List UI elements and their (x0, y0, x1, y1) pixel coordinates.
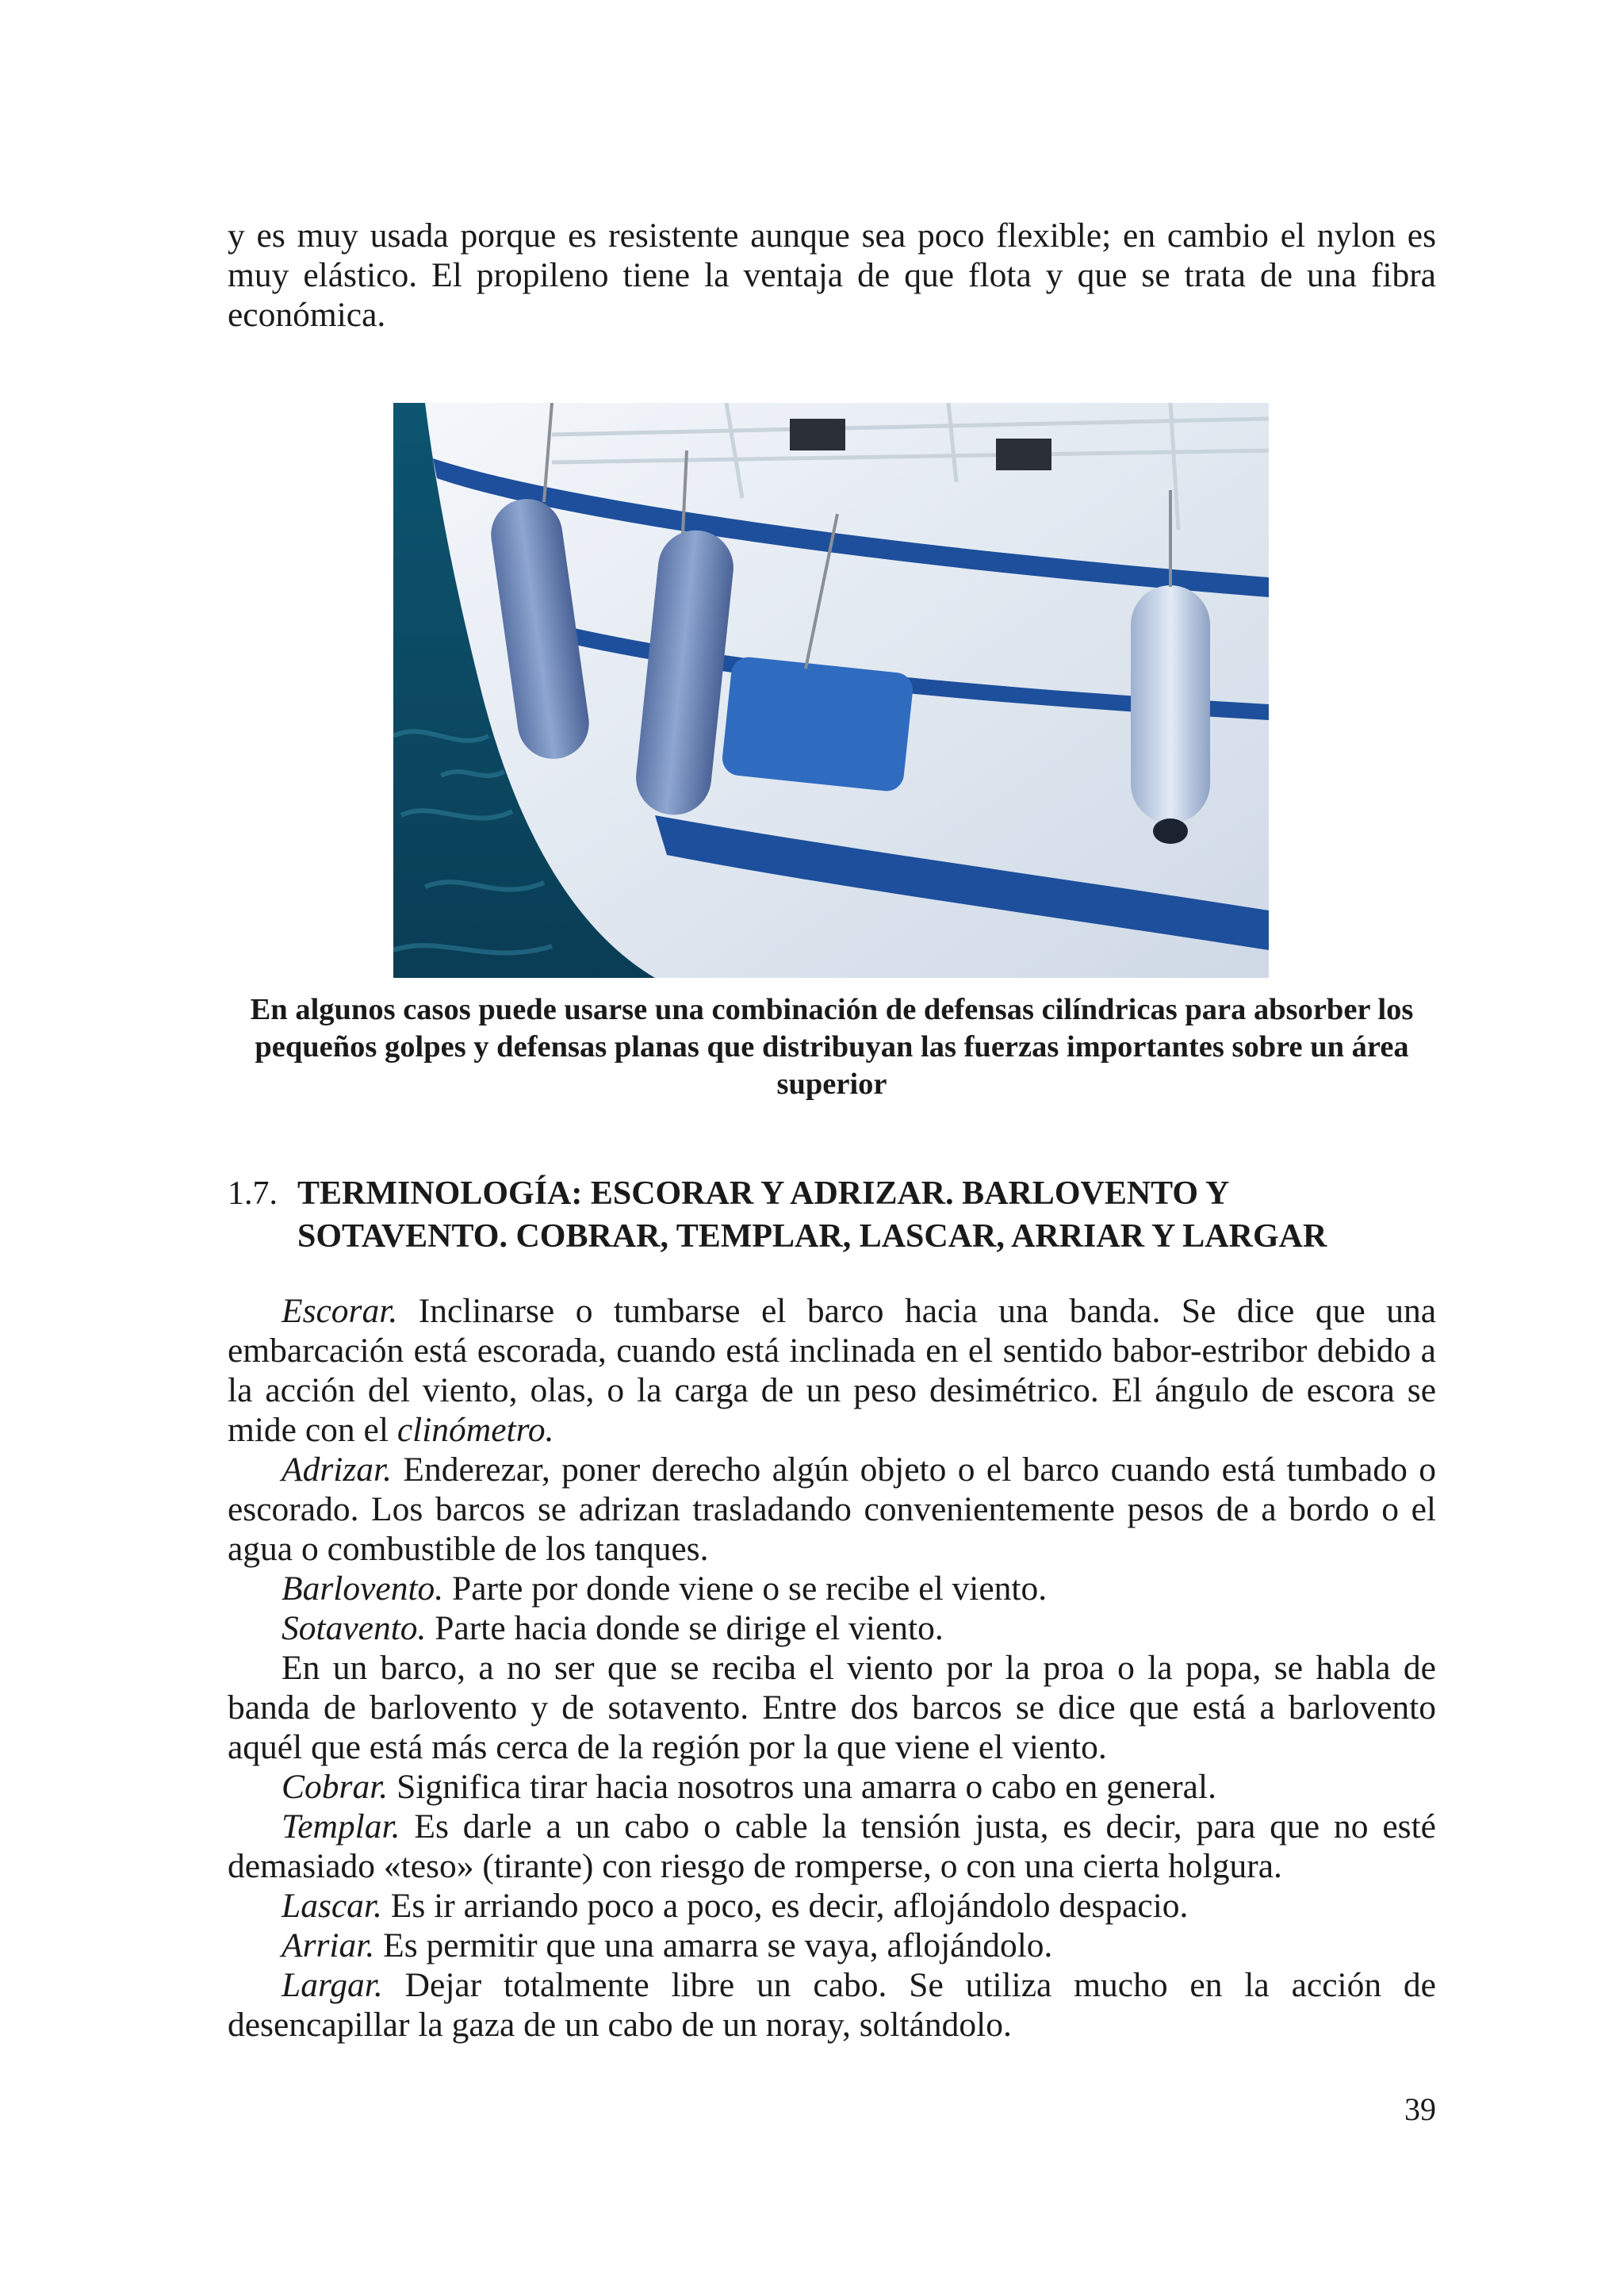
section-title: TERMINOLOGÍA: ESCORAR Y ADRIZAR. BARLOVENTO Y SOTAVENTO. COBRAR, TEMPLAR, LASCAR, ARRIAR Y LARGAR (297, 1175, 1327, 1255)
section-heading (228, 1172, 1465, 1258)
definition-paragraph (228, 1569, 1436, 1608)
definition-paragraph (228, 1926, 1436, 1965)
definition-paragraph (228, 1965, 1436, 2045)
definition-paragraph (228, 1886, 1436, 1926)
definition-term: Barlovento. (282, 1570, 444, 1608)
definition-text: Es ir arriando poco a poco, es decir, aflojándolo despacio. (381, 1887, 1189, 1925)
definition-term: Lascar. (282, 1887, 382, 1925)
definition-term: Arriar. (282, 1926, 375, 1964)
definition-text: Es darle a un cabo o cable la tensión justa, es decir, para que no esté demasiado «teso» (tirante) con riesgo de romperse, o con una cierta holgura. (228, 1807, 1436, 1885)
boat-fenders-illustration (393, 403, 1269, 978)
definition-paragraph (228, 1807, 1436, 1886)
section-number: 1.7. (228, 1175, 278, 1212)
definition-text: Parte por donde viene o se recibe el viento. (443, 1570, 1048, 1608)
page-number: 39 (1404, 2091, 1436, 2127)
definition-paragraph (228, 1450, 1436, 1569)
definition-term: Adrizar. (282, 1451, 392, 1489)
definition-term-inline: clinómetro. (396, 1411, 554, 1449)
definition-term: Sotavento. (282, 1609, 427, 1647)
intro-paragraph-block (228, 216, 1436, 335)
definition-text: Enderezar, poner derecho algún objeto o el barco cuando está tumbado o escorado. Los barcos se adrizan trasladando convenientemente pesos de a bordo o el agua o combustible de los tanques. (228, 1451, 1436, 1568)
definition-text: Parte hacia donde se dirige el viento. (426, 1609, 944, 1647)
definition-text: Es permitir que una amarra se vaya, aflojándolo. (374, 1926, 1053, 1964)
definition-text: Significa tirar hacia nosotros una amarra o cabo en general. (388, 1768, 1216, 1806)
definition-paragraph (228, 1608, 1436, 1648)
definition-text: En un barco, a no ser que se reciba el viento por la proa o la popa, se habla de banda de barlovento y de sotavento. Entre dos barcos se dice que está a barlovento aquél que está más cerca de la región por la que viene el viento. (228, 1649, 1436, 1766)
definition-text: Inclinarse o tumbarse el barco hacia una banda. Se dice que una embarcación está escorada, cuando está inclinada en el sentido babor-estribor debido a la acción del viento, olas, o la carga de un peso desimétrico. El ángulo de escora se mide con el (228, 1292, 1436, 1449)
definition-paragraph (228, 1767, 1436, 1807)
definition-text: Dejar totalmente libre un cabo. Se utiliza mucho en la acción de desencapillar la gaza de un cabo de un noray, soltándolo. (228, 1966, 1436, 2044)
definition-term: Largar. (282, 1966, 383, 2004)
definitions-block (228, 1291, 1436, 2045)
definition-term: Escorar. (282, 1292, 398, 1330)
definition-paragraph (228, 1291, 1436, 1450)
definition-term: Cobrar. (282, 1768, 389, 1806)
boat-fenders-photo (393, 403, 1269, 978)
definition-paragraph (228, 1648, 1436, 1767)
definition-term: Templar. (282, 1807, 400, 1846)
photo-caption: En algunos casos puede usarse una combinación de defensas cilíndricas para absorber los pequeños golpes y defensas planas que distribuyan las fuerzas importantes sobre un área superior (250, 993, 1414, 1101)
intro-paragraph: y es muy usada porque es resistente aunque sea poco flexible; en cambio el nylon es muy elástico. El propileno tiene la ventaja de que flota y que se trata de una fibra económica. (228, 217, 1436, 334)
